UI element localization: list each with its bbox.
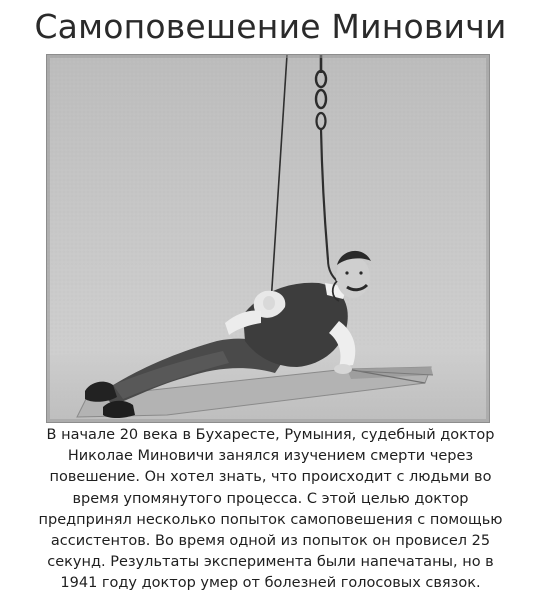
page-title: Самоповешение Миновичи (34, 7, 507, 46)
caption-line: предпринял несколько попыток самоповешения с помощью (38, 511, 503, 528)
caption-line: время упомянутого процесса. С этой целью доктор (72, 490, 469, 507)
caption-line: Николае Миновичи занялся изучением смерти через (67, 448, 474, 465)
caption-line: ассистентов. Во время одной из попыток он провисел 25 (50, 533, 491, 550)
caption-line: секунд. Результаты эксперимента были напечатаны, но в (47, 554, 494, 571)
caption-line: В начале 20 века в Бухаресте, Румыния, судебный доктор (46, 427, 495, 443)
photograph (46, 54, 490, 423)
man-reclining-with-rope-image (47, 55, 489, 422)
caption-text (20, 425, 521, 595)
caption-line: повешение. Он хотел знать, что происходит с людьми во (49, 469, 492, 486)
caption-line: 1941 году доктор умер от болезней голосовых связок. (60, 575, 481, 592)
